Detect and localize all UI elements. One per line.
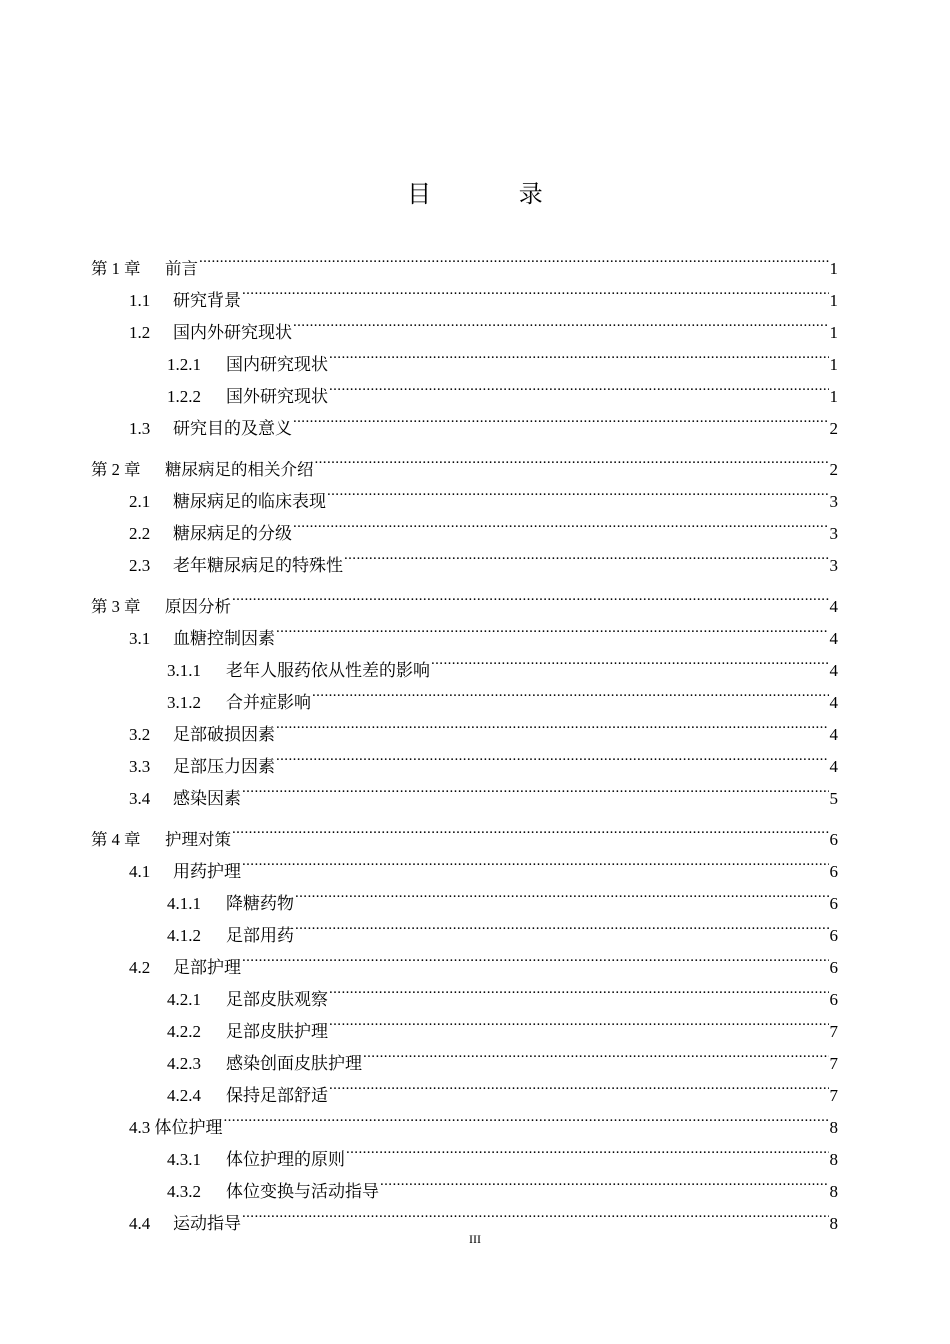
toc-dot-leader <box>344 539 829 571</box>
toc-page-number: 6 <box>829 830 838 849</box>
toc-page-number: 4 <box>829 661 838 680</box>
toc-page-number: 6 <box>829 862 838 881</box>
toc-page-number: 7 <box>829 1086 838 1105</box>
toc-entry-label: 糖尿病足的分级 <box>173 524 292 543</box>
toc-page-number: 6 <box>829 958 838 977</box>
toc-entry-number: 4.2 <box>129 958 151 977</box>
toc-entry-number: 第 1 章 <box>91 259 141 278</box>
toc-dot-leader <box>380 1165 829 1197</box>
toc-chapter-entry[interactable] <box>91 813 838 849</box>
toc-entry-number: 第 4 章 <box>91 830 141 849</box>
toc-entry-number: 3.3 <box>129 757 151 776</box>
toc-entry-label: 体位护理的原则 <box>226 1150 345 1169</box>
toc-page-number: 4 <box>829 725 838 744</box>
toc-page-number: 3 <box>829 524 838 543</box>
toc-entry-number: 4.3.1 <box>167 1150 201 1169</box>
toc-entry-number: 4.2.1 <box>167 990 201 1009</box>
toc-dot-leader <box>293 306 829 338</box>
toc-dot-leader <box>295 877 829 909</box>
toc-entry-label: 足部破损因素 <box>173 725 275 744</box>
toc-dot-leader <box>242 772 829 804</box>
toc-entry-number: 1.2.2 <box>167 387 201 406</box>
toc-entry-label: 体位变换与活动指导 <box>226 1182 379 1201</box>
toc-dot-leader <box>346 1133 829 1165</box>
toc-entry-label: 降糖药物 <box>226 894 294 913</box>
toc-page-number: 7 <box>829 1054 838 1073</box>
toc-entry-number: 4.2.2 <box>167 1022 201 1041</box>
toc-entry-number: 4.1.2 <box>167 926 201 945</box>
toc-entry-number: 2.3 <box>129 556 151 575</box>
toc-chapter-entry[interactable] <box>91 580 838 616</box>
toc-entry-label: 研究背景 <box>173 291 241 310</box>
table-of-contents <box>91 242 838 1233</box>
toc-entry-number: 1.1 <box>129 291 151 310</box>
toc-entry-label: 合并症影响 <box>226 693 311 712</box>
toc-page-number: 1 <box>829 259 838 278</box>
toc-dot-leader <box>232 580 829 612</box>
toc-dot-leader <box>242 845 829 877</box>
toc-dot-leader <box>329 973 829 1005</box>
toc-entry-number: 4.2.3 <box>167 1054 201 1073</box>
toc-dot-leader <box>293 507 829 539</box>
toc-dot-leader <box>276 612 829 644</box>
toc-dot-leader <box>329 1069 829 1101</box>
toc-entry-label: 国外研究现状 <box>226 387 328 406</box>
toc-entry-label: 足部皮肤观察 <box>226 990 328 1009</box>
toc-entry-label: 足部皮肤护理 <box>226 1022 328 1041</box>
toc-entry-label: 原因分析 <box>165 597 231 616</box>
toc-page-number: 7 <box>829 1022 838 1041</box>
toc-dot-leader <box>363 1037 829 1069</box>
page-footer-number: III <box>469 1232 481 1246</box>
toc-page-number: 1 <box>829 387 838 406</box>
toc-entry-number: 2.1 <box>129 492 151 511</box>
toc-dot-leader <box>295 909 829 941</box>
toc-title: 目 录 <box>407 180 583 208</box>
toc-dot-leader <box>315 443 829 475</box>
toc-entry-number: 4.3.2 <box>167 1182 201 1201</box>
toc-entry-number: 4.2.4 <box>167 1086 201 1105</box>
toc-page-number: 4 <box>829 757 838 776</box>
toc-page-number: 2 <box>829 419 838 438</box>
toc-entry-number: 4.1 <box>129 862 151 881</box>
toc-section-entry[interactable] <box>91 274 838 310</box>
toc-entry-number: 3.1.1 <box>167 661 201 680</box>
toc-entry-number: 2.2 <box>129 524 151 543</box>
toc-page-number: 1 <box>829 355 838 374</box>
toc-entry-label: 老年糖尿病足的特殊性 <box>173 556 343 575</box>
toc-entry-label: 国内外研究现状 <box>173 323 292 342</box>
toc-chapter-entry[interactable] <box>91 242 838 278</box>
toc-entry-number: 4.1.1 <box>167 894 201 913</box>
toc-entry-label: 护理对策 <box>165 830 231 849</box>
toc-page-number: 4 <box>829 597 838 616</box>
toc-page-number: 1 <box>829 323 838 342</box>
toc-dot-leader <box>224 1101 829 1133</box>
toc-entry-label: 前言 <box>165 259 198 278</box>
toc-entry-number: 1.2 <box>129 323 151 342</box>
toc-entry-label: 用药护理 <box>173 862 241 881</box>
toc-entry-label: 老年人服药依从性差的影响 <box>226 661 430 680</box>
toc-page-number: 4 <box>829 629 838 648</box>
toc-entry-number: 1.3 <box>129 419 151 438</box>
toc-dot-leader <box>329 370 829 402</box>
toc-entry-label: 研究目的及意义 <box>173 419 292 438</box>
toc-dot-leader <box>329 338 829 370</box>
toc-entry-number: 第 3 章 <box>91 597 141 616</box>
toc-entry-number: 3.1 <box>129 629 151 648</box>
toc-entry-number: 3.4 <box>129 789 151 808</box>
toc-dot-leader <box>276 740 829 772</box>
toc-page-number: 6 <box>829 990 838 1009</box>
toc-entry-label: 国内研究现状 <box>226 355 328 374</box>
toc-dot-leader <box>312 676 829 708</box>
toc-dot-leader <box>276 708 829 740</box>
toc-dot-leader <box>242 274 829 306</box>
toc-page-number: 1 <box>829 291 838 310</box>
toc-dot-leader <box>329 1005 829 1037</box>
toc-entry-label: 保持足部舒适 <box>226 1086 328 1105</box>
toc-page-number: 8 <box>829 1182 838 1201</box>
toc-entry-label: 足部压力因素 <box>173 757 275 776</box>
toc-page-number: 4 <box>829 693 838 712</box>
toc-entry-number: 第 2 章 <box>91 460 141 479</box>
toc-page-number: 6 <box>829 926 838 945</box>
toc-entry-number: 3.2 <box>129 725 151 744</box>
toc-dot-leader <box>242 1197 829 1229</box>
toc-entry-label: 足部护理 <box>173 958 241 977</box>
toc-page-number: 8 <box>829 1214 838 1233</box>
toc-dot-leader <box>242 941 829 973</box>
toc-dot-leader <box>431 644 829 676</box>
toc-page-number: 3 <box>829 492 838 511</box>
toc-page-number: 6 <box>829 894 838 913</box>
toc-page-number: 2 <box>829 460 838 479</box>
toc-chapter-entry[interactable] <box>91 443 838 479</box>
toc-entry-number: 4.4 <box>129 1214 151 1233</box>
toc-entry-label: 糖尿病足的临床表现 <box>173 492 326 511</box>
toc-dot-leader <box>327 475 829 507</box>
toc-entry-number: 1.2.1 <box>167 355 201 374</box>
toc-page-number: 5 <box>829 789 838 808</box>
toc-dot-leader <box>199 242 829 274</box>
toc-page-number: 8 <box>829 1150 838 1169</box>
toc-dot-leader <box>293 402 829 434</box>
toc-entry-label: 感染因素 <box>173 789 241 808</box>
toc-entry-label: 4.3 体位护理 <box>129 1118 223 1137</box>
toc-page-number: 8 <box>829 1118 838 1137</box>
toc-dot-leader <box>232 813 829 845</box>
toc-page-number: 3 <box>829 556 838 575</box>
toc-entry-label: 血糖控制因素 <box>173 629 275 648</box>
toc-entry-label: 糖尿病足的相关介绍 <box>165 460 314 479</box>
toc-entry-label: 足部用药 <box>226 926 294 945</box>
toc-entry-label: 运动指导 <box>173 1214 241 1233</box>
toc-entry-label: 感染创面皮肤护理 <box>226 1054 362 1073</box>
toc-entry-number: 3.1.2 <box>167 693 201 712</box>
